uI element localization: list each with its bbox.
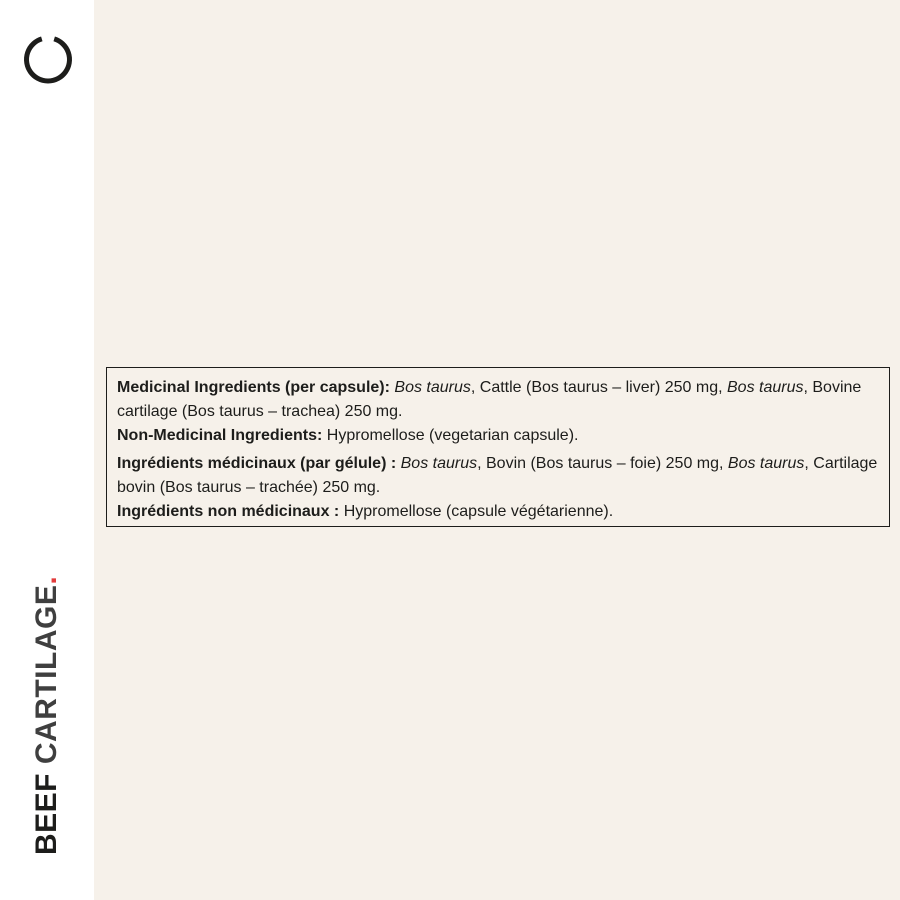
ingredients-french: [117, 452, 878, 524]
medicinal-label-fr: Ingrédients médicinaux (par gélule) :: [117, 455, 397, 472]
non-medicinal-ingredients-en: [117, 424, 878, 448]
product-title-accent-dot: .: [30, 575, 63, 585]
open-circle-logo-icon: [20, 32, 76, 88]
product-title: [32, 576, 62, 855]
medicinal-ingredients-fr: [117, 452, 878, 500]
sidebar: [0, 0, 94, 900]
non-medicinal-text-en: Hypromellose (vegetarian capsule).: [322, 427, 579, 444]
latin-name-fr-2: Bos taurus: [727, 455, 805, 472]
product-title-word-2: CARTILAGE: [30, 584, 63, 765]
non-medicinal-label-en: Non-Medicinal Ingredients:: [117, 427, 323, 444]
ingredient-text-en-1: , Cattle (Bos taurus – liver) 250 mg,: [470, 379, 727, 396]
ingredient-text-en-2: , Bovine cartilage (Bos taurus – trachea) 250 mg.: [117, 379, 862, 420]
product-title-word-1: BEEF: [30, 772, 63, 855]
non-medicinal-ingredients-fr: [117, 500, 878, 524]
medicinal-label-en: Medicinal Ingredients (per capsule):: [117, 379, 390, 396]
non-medicinal-text-fr: Hypromellose (capsule végétarienne).: [339, 503, 614, 520]
ingredients-box: [106, 367, 890, 527]
medicinal-ingredients-en: [117, 376, 878, 424]
latin-name-en-1: Bos taurus: [394, 379, 471, 396]
ingredient-text-fr-2: , Cartilage bovin (Bos taurus – trachée) 250 mg.: [117, 455, 878, 496]
ingredient-text-fr-1: , Bovin (Bos taurus – foie) 250 mg,: [477, 455, 728, 472]
latin-name-fr-1: Bos taurus: [400, 455, 478, 472]
latin-name-en-2: Bos taurus: [727, 379, 804, 396]
non-medicinal-label-fr: Ingrédients non médicinaux :: [117, 503, 340, 520]
ingredients-english: [117, 376, 878, 448]
